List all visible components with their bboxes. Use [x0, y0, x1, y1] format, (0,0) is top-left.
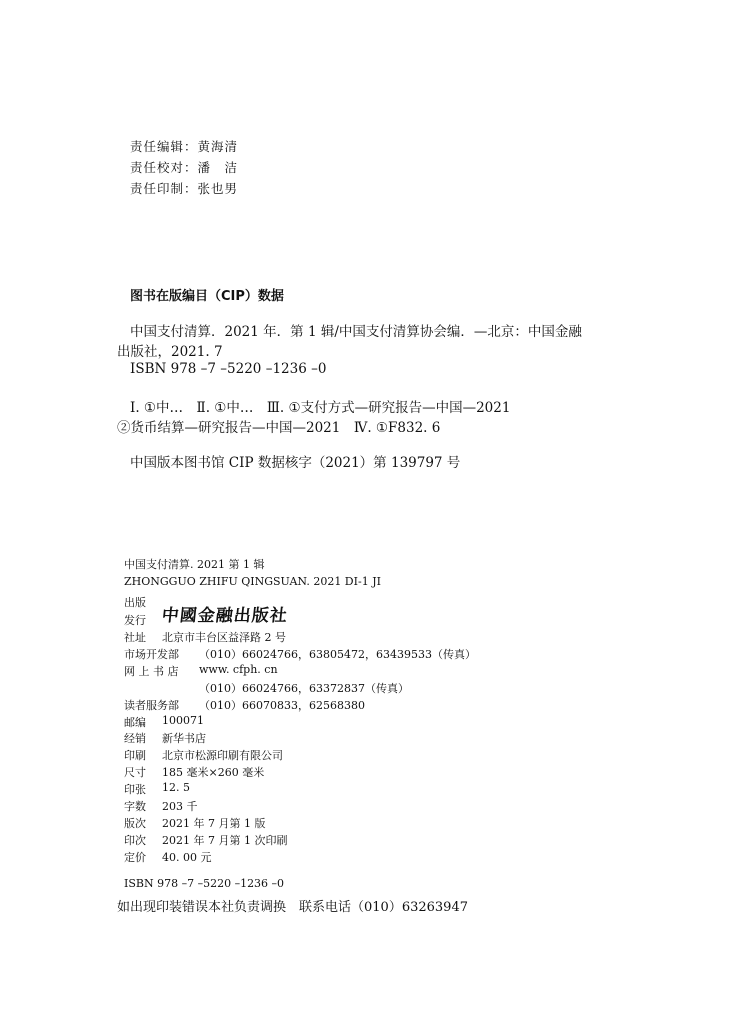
cip-classification-line-2: ②货币结算—研究报告—中国—2021 Ⅳ. ①F832. 6 — [117, 420, 441, 436]
colophon-row-label: 社址 — [124, 631, 146, 644]
cip-classification-line-1: Ⅰ. ①中… Ⅱ. ①中… Ⅲ. ①支付方式—研究报告—中国—2021 — [130, 400, 511, 416]
colophon-row-label: 读者服务部 — [124, 699, 179, 712]
colophon-isbn: ISBN 978 –7 –5220 –1236 –0 — [124, 877, 285, 890]
colophon-row-label: 印张 — [124, 783, 146, 796]
colophon-row-label: 尺寸 — [124, 766, 146, 779]
replacement-notice: 如出现印装错误本社负责调换 联系电话（010）63263947 — [117, 900, 468, 915]
proofreader-line: 责任校对：潘 洁 — [130, 160, 239, 175]
book-title-chinese: 中国支付清算. 2021 第 1 辑 — [124, 558, 265, 571]
publisher-logo: 中國金融出版社 — [160, 606, 289, 626]
colophon-row-label: 邮编 — [124, 716, 146, 729]
colophon-row-label: 网 上 书 店 — [124, 665, 179, 678]
colophon-row-value: 185 毫米×260 毫米 — [162, 766, 265, 779]
publisher-label-2: 发行 — [124, 614, 146, 627]
colophon-row-value: 40. 00 元 — [162, 851, 212, 864]
colophon-row-label: 版次 — [124, 817, 146, 830]
colophon-row-value: 12. 5 — [162, 781, 190, 794]
colophon-row-value: 100071 — [162, 714, 204, 727]
colophon-row-value: （010）66070833，62568380 — [199, 699, 365, 712]
colophon-row-value: （010）66024766，63372837（传真） — [199, 682, 409, 695]
colophon-row-value: www. cfph. cn — [199, 663, 278, 676]
colophon-row-label: 定价 — [124, 851, 146, 864]
colophon-row-value: 2021 年 7 月第 1 版 — [162, 817, 266, 830]
colophon-row-value: 2021 年 7 月第 1 次印刷 — [162, 834, 288, 847]
colophon-row-value: （010）66024766，63805472，63439533（传真） — [199, 648, 476, 661]
colophon-row-label: 字数 — [124, 800, 146, 813]
cip-catalog-line-1: 中国支付清算．2021 年．第 1 辑/中国支付清算协会编．—北京：中国金融 — [130, 324, 582, 340]
printing-supervisor-line: 责任印制：张也男 — [130, 181, 239, 196]
editor-line: 责任编辑：黄海清 — [130, 139, 239, 154]
colophon-row-label: 印刷 — [124, 749, 146, 762]
colophon-row-label: 印次 — [124, 834, 146, 847]
colophon-row-value: 新华书店 — [162, 732, 206, 745]
cip-record-number: 中国版本图书馆 CIP 数据核字（2021）第 139797 号 — [130, 455, 461, 471]
publisher-label-1: 出版 — [124, 596, 146, 609]
colophon-row-label: 经销 — [124, 732, 146, 745]
book-title-pinyin: ZHONGGUO ZHIFU QINGSUAN. 2021 DI-1 JI — [124, 575, 381, 588]
cip-heading: 图书在版编目（CIP）数据 — [130, 289, 284, 304]
colophon-row-value: 203 千 — [162, 800, 198, 813]
colophon-row-value: 北京市丰台区益泽路 2 号 — [162, 631, 286, 644]
cip-catalog-line-2: 出版社，2021. 7 — [117, 344, 223, 360]
colophon-row-value: 北京市松源印刷有限公司 — [162, 749, 283, 762]
colophon-row-label: 市场开发部 — [124, 648, 179, 661]
cip-isbn: ISBN 978 –7 –5220 –1236 –0 — [130, 361, 327, 377]
publisher-label — [124, 594, 146, 630]
